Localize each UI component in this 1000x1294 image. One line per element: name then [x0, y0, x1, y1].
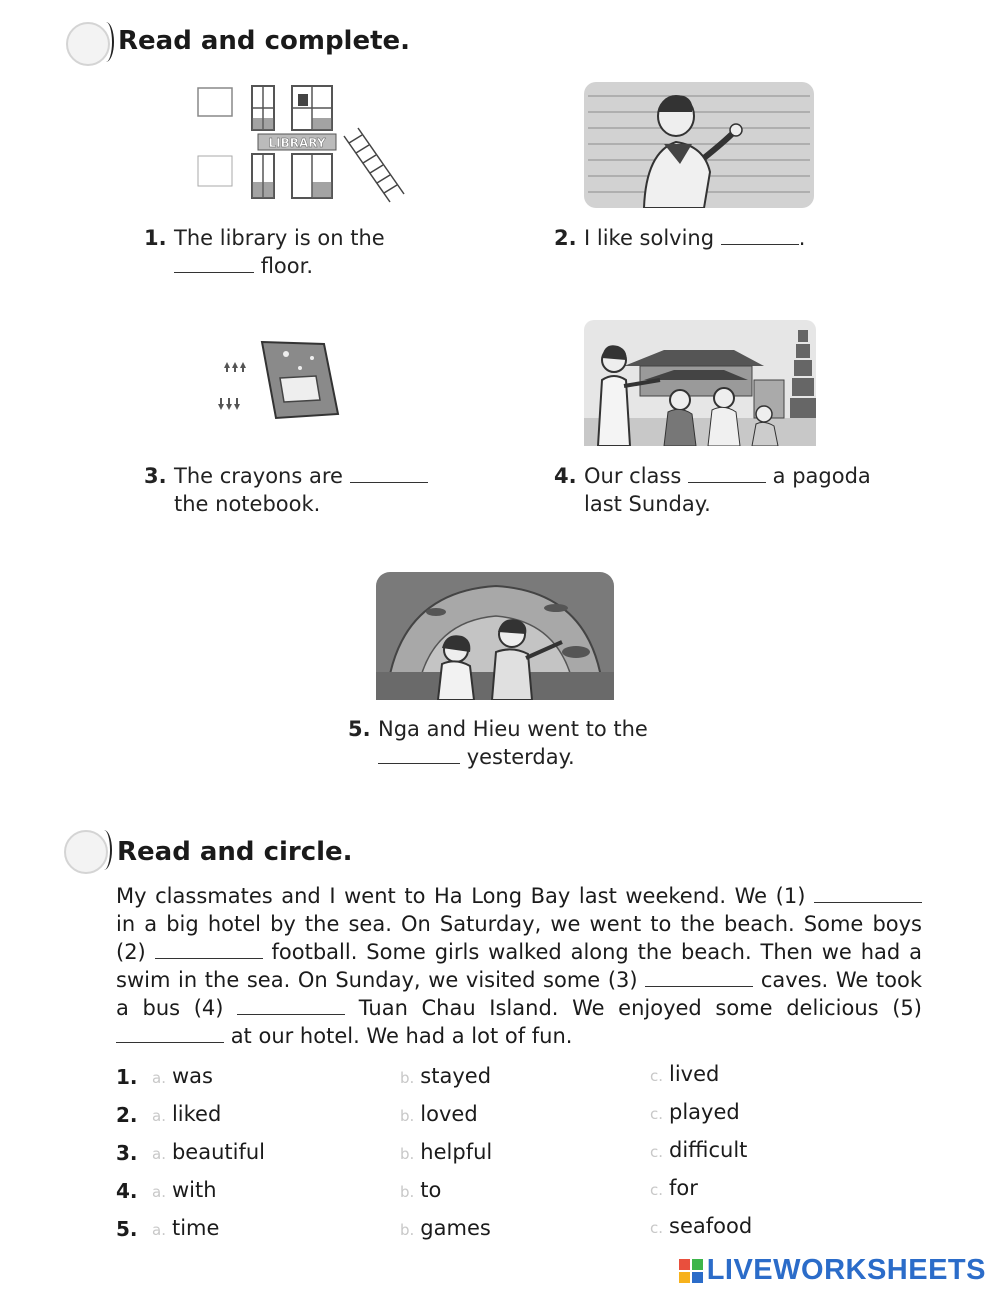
option-3b[interactable]: [400, 1140, 492, 1164]
crayons-and-notebook-image: [214, 338, 342, 424]
option-2b[interactable]: [400, 1102, 478, 1126]
passage-blank-5[interactable]: [116, 1024, 224, 1043]
question-2-text-line1: I like solving: [584, 226, 715, 250]
boy-solving-at-board-image: [584, 82, 814, 208]
option-4c[interactable]: [650, 1176, 698, 1200]
passage-blank-3[interactable]: [645, 968, 753, 987]
question-4-blank[interactable]: [688, 464, 766, 483]
liveworksheets-logo-icon: [679, 1259, 703, 1283]
option-4a[interactable]: [152, 1178, 217, 1202]
option-text: was: [171, 1064, 213, 1088]
question-3-text-line1: The crayons are: [174, 464, 343, 488]
reading-passage: [116, 882, 922, 1050]
option-letter: b.: [400, 1145, 415, 1163]
option-letter: b.: [400, 1183, 415, 1201]
passage-part: (5): [892, 996, 922, 1020]
option-4b[interactable]: [400, 1178, 441, 1202]
option-2c[interactable]: [650, 1100, 740, 1124]
option-text: games: [420, 1216, 491, 1240]
option-row-2-number: 2.: [116, 1103, 138, 1127]
option-1b[interactable]: [400, 1064, 491, 1088]
passage-part: (2): [116, 940, 146, 964]
library-building-image: [194, 82, 410, 208]
passage-blank-2[interactable]: [155, 940, 263, 959]
passage-part: took a bus (4): [116, 968, 922, 1020]
question-5-text-line2: yesterday.: [466, 745, 575, 769]
question-2-number: 2.: [554, 226, 577, 250]
question-2: [554, 224, 874, 252]
passage-blank-1[interactable]: [814, 884, 922, 903]
question-1-number: 1.: [144, 226, 167, 250]
option-1a[interactable]: [152, 1064, 213, 1088]
library-sign-text: LIBRARY: [268, 136, 326, 150]
option-letter: c.: [650, 1105, 664, 1123]
question-3: [144, 462, 464, 518]
passage-part: caves. We: [760, 968, 869, 992]
section-number-badge-2: [64, 830, 108, 874]
option-text: stayed: [420, 1064, 492, 1088]
option-row-5-number: 5.: [116, 1217, 138, 1241]
question-4-text-line1-end: a pagoda: [772, 464, 871, 488]
question-3-number: 3.: [144, 464, 167, 488]
option-2a[interactable]: [152, 1102, 221, 1126]
question-2-blank[interactable]: [721, 226, 799, 245]
passage-part: a swim in the sea. On Sunday, we visited some (3): [116, 940, 923, 992]
question-5-blank[interactable]: [378, 745, 460, 764]
option-text: with: [171, 1178, 217, 1202]
passage-part: Tuan Chau Island. We enjoyed some delicious: [358, 996, 879, 1020]
option-3a[interactable]: [152, 1140, 265, 1164]
liveworksheets-brand[interactable]: [679, 1254, 986, 1287]
question-5-text-line1: Nga and Hieu went to the: [378, 717, 648, 741]
question-4-text-line2: last Sunday.: [584, 492, 711, 516]
option-letter: c.: [650, 1143, 664, 1161]
question-1-text-line1: The library is on the: [174, 226, 385, 250]
option-row-1-number: 1.: [116, 1065, 138, 1089]
option-text: for: [669, 1176, 698, 1200]
section-title-read-and-circle: Read and circle.: [117, 837, 353, 867]
question-4: [554, 462, 914, 518]
option-5c[interactable]: [650, 1214, 752, 1238]
passage-blank-4[interactable]: [237, 996, 345, 1015]
option-letter: b.: [400, 1069, 415, 1087]
option-1c[interactable]: [650, 1062, 719, 1086]
passage-part: football. Some girls walked along the beach. Then we had: [271, 940, 901, 964]
option-5a[interactable]: [152, 1216, 219, 1240]
pagoda-class-trip-image: [584, 320, 816, 446]
question-5: [348, 715, 708, 771]
option-letter: c.: [650, 1181, 664, 1199]
option-text: seafood: [669, 1214, 753, 1238]
passage-part: in a big hotel by the sea. On Saturday, we went to the beach. Some boys: [116, 912, 922, 936]
question-1-blank[interactable]: [174, 254, 254, 273]
question-4-number: 4.: [554, 464, 577, 488]
brand-name: LIVEWORKSHEETS: [706, 1254, 986, 1286]
option-letter: a.: [152, 1145, 166, 1163]
section-number-badge-1: [66, 22, 110, 66]
option-text: to: [420, 1178, 442, 1202]
option-text: beautiful: [171, 1140, 266, 1164]
option-5b[interactable]: [400, 1216, 491, 1240]
question-1-text-line2: floor.: [260, 254, 313, 278]
option-letter: a.: [152, 1069, 166, 1087]
option-3c[interactable]: [650, 1138, 747, 1162]
option-letter: b.: [400, 1221, 415, 1239]
option-letter: c.: [650, 1067, 664, 1085]
option-letter: b.: [400, 1107, 415, 1125]
option-text: difficult: [669, 1138, 748, 1162]
option-letter: a.: [152, 1221, 166, 1239]
question-4-text-line1: Our class: [584, 464, 682, 488]
option-text: played: [669, 1100, 740, 1124]
passage-part: My classmates and I went to Ha Long Bay last weekend. We (1): [116, 884, 806, 908]
option-row-4-number: 4.: [116, 1179, 138, 1203]
option-text: liked: [171, 1102, 222, 1126]
question-3-blank[interactable]: [350, 464, 428, 483]
passage-part: at our hotel. We had a lot of fun.: [230, 1024, 573, 1048]
option-text: time: [171, 1216, 220, 1240]
option-letter: a.: [152, 1183, 166, 1201]
question-1: [144, 224, 444, 280]
option-letter: a.: [152, 1107, 166, 1125]
option-text: helpful: [420, 1140, 493, 1164]
option-text: lived: [669, 1062, 720, 1086]
aquarium-tunnel-image: [376, 572, 614, 700]
question-3-text-line2: the notebook.: [174, 492, 321, 516]
option-letter: c.: [650, 1219, 664, 1237]
question-5-number: 5.: [348, 717, 371, 741]
question-2-end-punct: .: [798, 226, 806, 250]
option-row-3-number: 3.: [116, 1141, 138, 1165]
option-text: loved: [420, 1102, 478, 1126]
section-title-read-and-complete: Read and complete.: [118, 26, 411, 56]
